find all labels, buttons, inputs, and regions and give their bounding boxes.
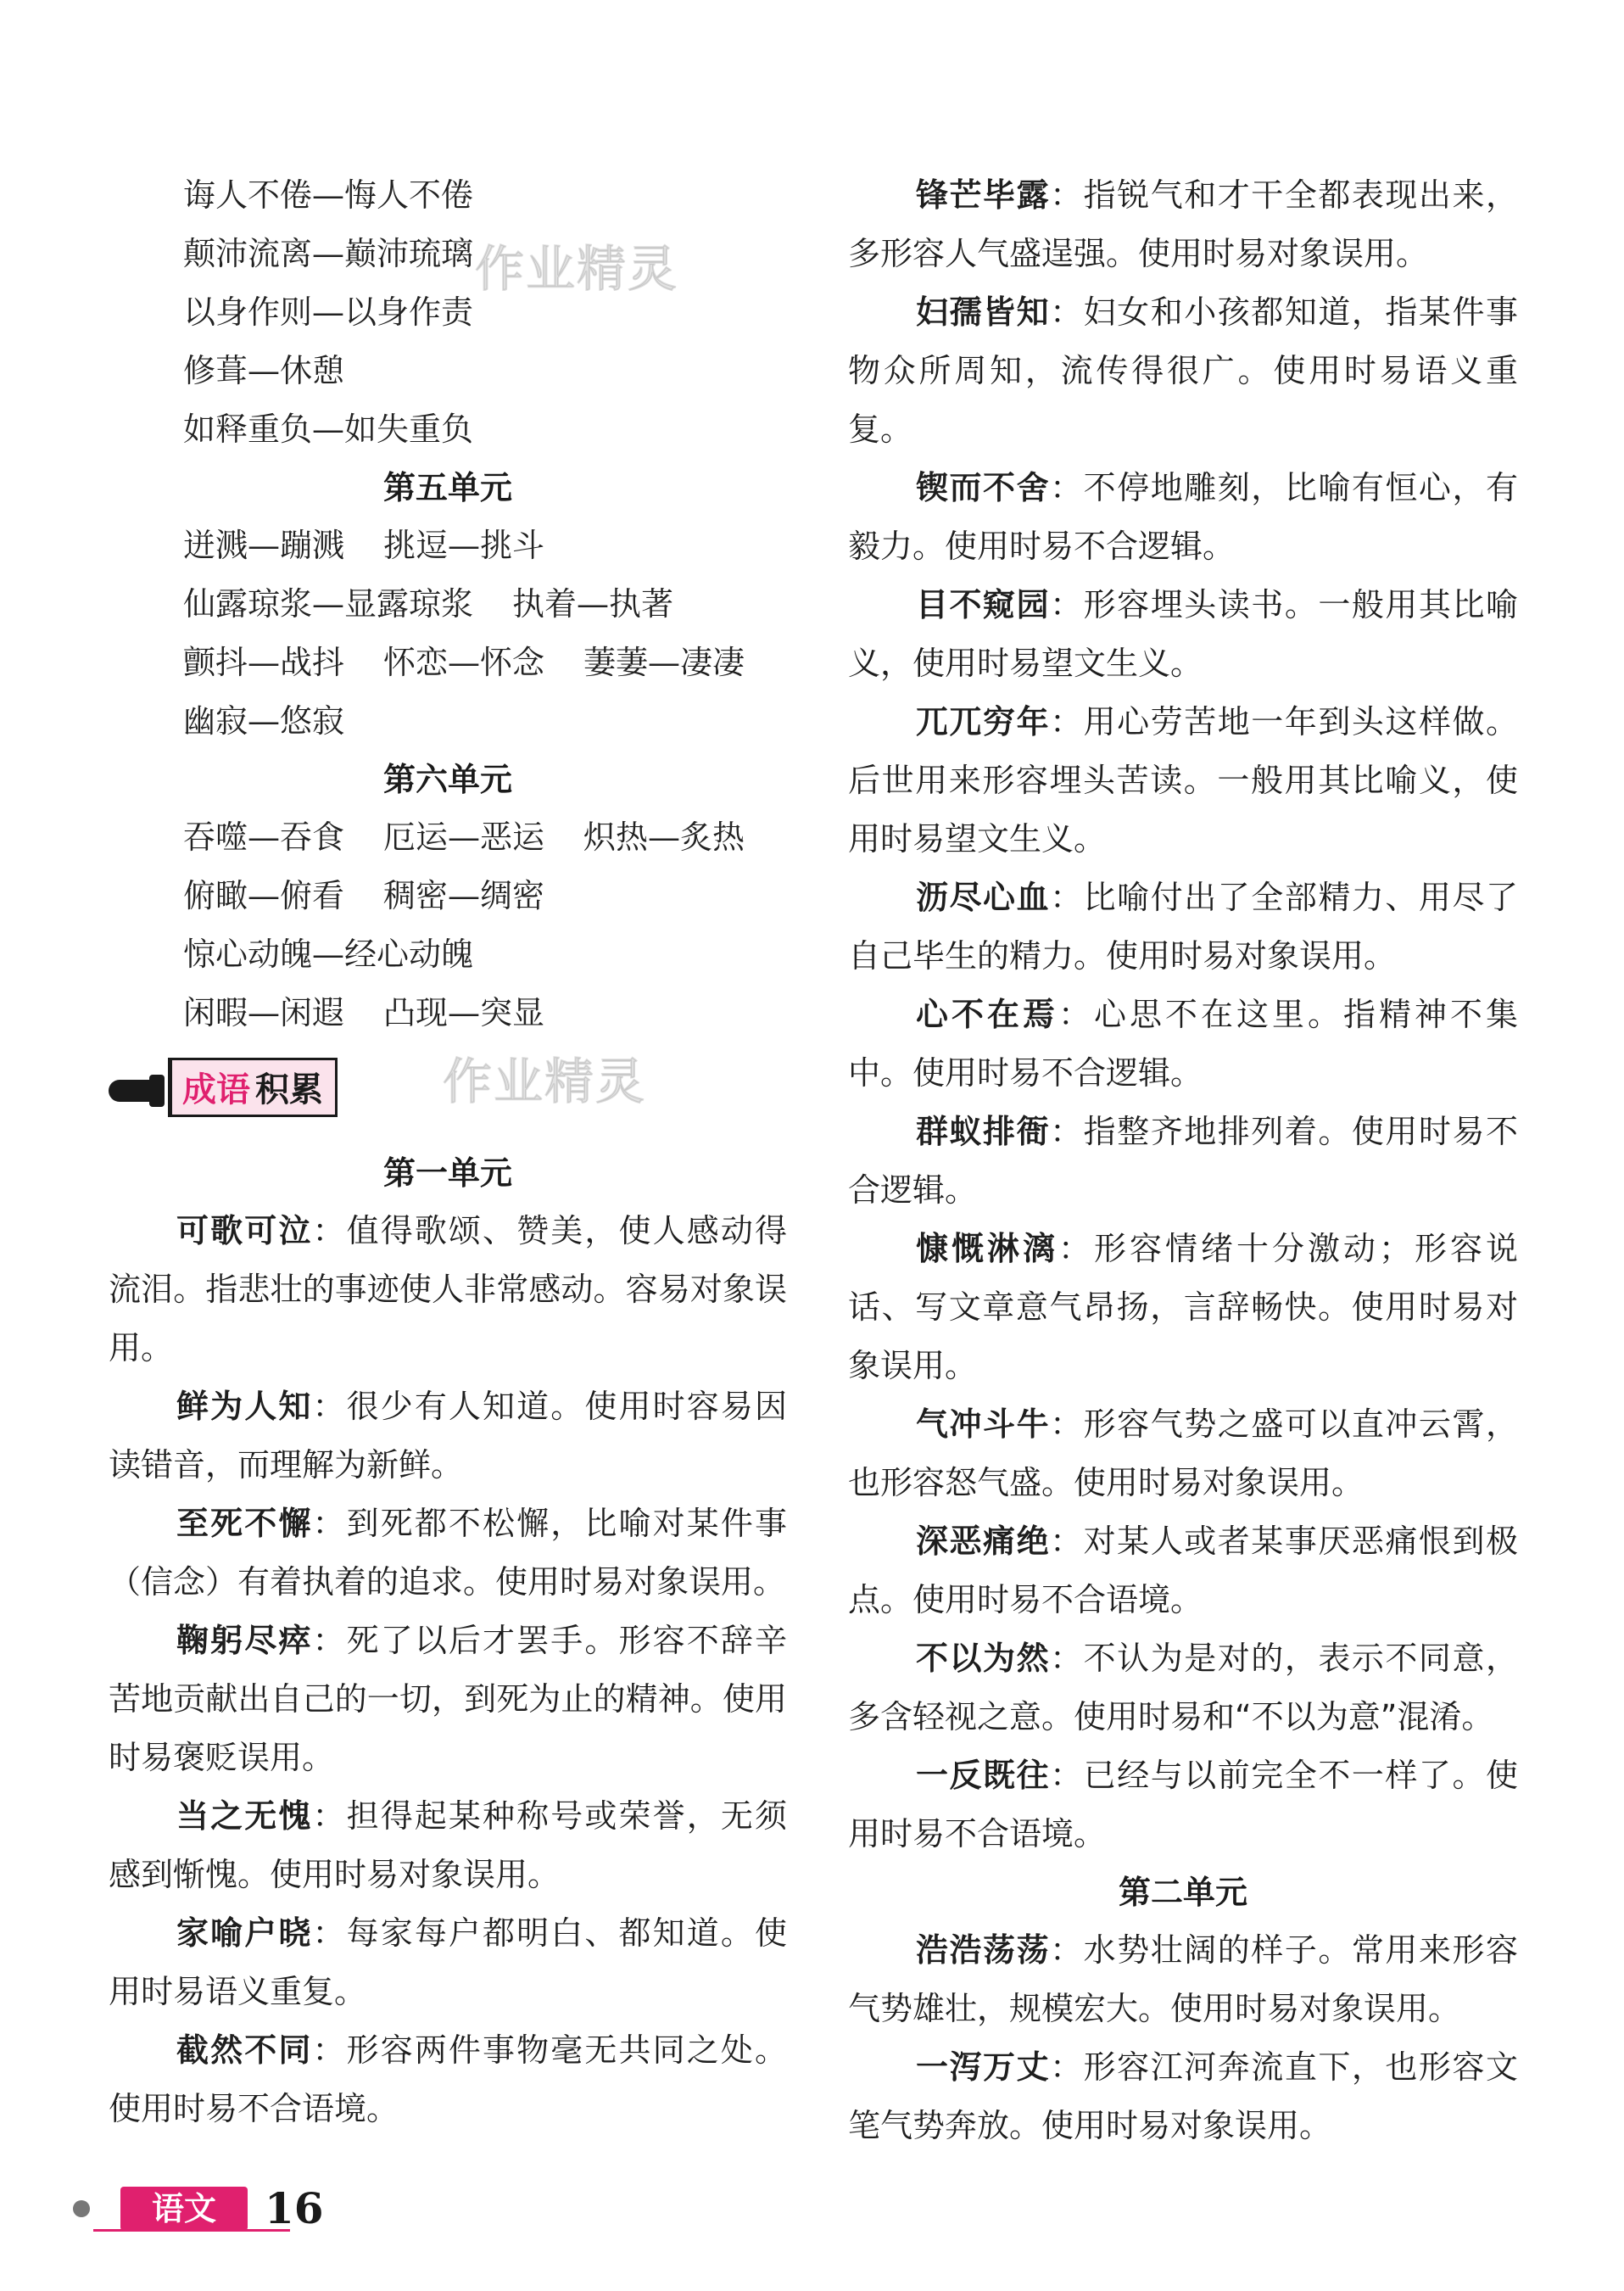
idiom-entry (109, 1612, 787, 1787)
idiom-definition: ：每家每户都明白、都知道。使用时易语义重复。 (109, 1914, 787, 2010)
idiom-term: 至死不懈 (176, 1505, 313, 1542)
idiom-entry (848, 166, 1518, 283)
word-pair-line (109, 225, 787, 283)
word-pair: 厄运—恶运 (383, 819, 545, 856)
section-title-part1: 成语 (182, 1070, 250, 1109)
idiom-definition: ：形容情绪十分激动；形容说话、写文章意气昂扬，言辞畅快。使用时易对象误用。 (848, 1230, 1518, 1384)
word-pair-line (109, 984, 787, 1042)
idiom-term: 群蚁排衙 (916, 1113, 1051, 1150)
bullet-dot-icon (73, 2200, 90, 2217)
idiom-entry (848, 576, 1518, 693)
word-pair: 惊心动魄—经心动魄 (183, 936, 474, 973)
word-pair: 闲暇—闲遐 (183, 994, 345, 1031)
word-pair: 迸溅—蹦溅 (183, 527, 345, 564)
idiom-definition: ：用心劳苦地一年到头这样做。后世用来形容埋头苦读。一般用其比喻义，使用时易望文生义。 (848, 703, 1518, 858)
right-column (848, 166, 1518, 2155)
word-pair-line (109, 634, 787, 692)
word-pair-line (109, 283, 787, 342)
word-pair: 以身作则—以身作责 (183, 293, 474, 331)
unit-heading: 第六单元 (382, 761, 512, 798)
word-pair-line (109, 867, 787, 925)
watermark: 作业精灵 (475, 240, 679, 298)
word-pair-line (109, 517, 787, 575)
idiom-entry (848, 1512, 1518, 1629)
word-pair-line (109, 166, 787, 225)
pointing-hand-icon (109, 1080, 159, 1102)
idiom-definition: ：指锐气和才干全都表现出来，多形容人气盛逞强。使用时易对象误用。 (848, 176, 1518, 272)
subject-badge: 语文 (120, 2187, 248, 2231)
page-footer (73, 2182, 378, 2236)
idiom-term: 兀兀穷年 (916, 703, 1051, 740)
idiom-definition: ：到死都不松懈，比喻对某件事（信念）有着执着的追求。使用时易对象误用。 (109, 1505, 787, 1601)
idiom-term: 妇孺皆知 (916, 293, 1051, 331)
idiom-entry (848, 693, 1518, 869)
idiom-definition: ：不认为是对的，表示不同意，多含轻视之意。使用时易和“不以为意”混淆。 (848, 1640, 1518, 1735)
idiom-term: 鞠躬尽瘁 (176, 1622, 313, 1659)
word-pair-line (109, 342, 787, 400)
idiom-list (109, 1202, 787, 2138)
idiom-term: 可歌可泣 (176, 1212, 313, 1249)
word-pair: 稠密—绸密 (383, 877, 545, 914)
word-pair: 凸现—突显 (383, 994, 545, 1031)
idiom-list (848, 166, 1518, 1864)
idiom-term: 当之无愧 (176, 1797, 313, 1835)
idiom-definition: ：指整齐地排列着。使用时易不合逻辑。 (848, 1113, 1518, 1209)
word-pair: 颤抖—战抖 (183, 644, 345, 681)
idiom-entry (109, 2021, 787, 2138)
watermark: 作业精灵 (443, 1053, 647, 1110)
idiom-term: 一反既往 (916, 1757, 1051, 1794)
word-pair-list (109, 517, 787, 751)
idiom-definition: ：比喻付出了全部精力、用尽了自己毕生的精力。使用时易对象误用。 (848, 879, 1518, 975)
word-pair: 幽寂—悠寂 (183, 702, 345, 740)
idiom-definition: ：形容埋头读书。一般用其比喻义，使用时易望文生义。 (848, 586, 1518, 682)
word-pair: 诲人不倦—悔人不倦 (183, 176, 474, 214)
idiom-definition: ：担得起某种称号或荣誉，无须感到惭愧。使用时易对象误用。 (109, 1797, 787, 1893)
idiom-entry (848, 283, 1518, 459)
idiom-entry (848, 1746, 1518, 1864)
idiom-definition: ：形容江河奔流直下，也形容文笔气势奔放。使用时易对象误用。 (848, 2048, 1518, 2144)
idiom-term: 不以为然 (916, 1640, 1051, 1677)
section-title (168, 1058, 338, 1117)
word-pair: 俯瞰—俯看 (183, 877, 345, 914)
idiom-term: 目不窥园 (916, 586, 1051, 623)
word-pair: 如释重负—如失重负 (183, 411, 474, 448)
idiom-entry (848, 869, 1518, 986)
word-pair: 修葺—休憩 (183, 352, 345, 389)
idiom-term: 锲而不舍 (916, 469, 1051, 506)
idiom-term: 鲜为人知 (176, 1388, 313, 1425)
idiom-entry (109, 1787, 787, 1904)
idiom-term: 锋芒毕露 (916, 176, 1051, 214)
idiom-definition: ：形容气势之盛可以直冲云霄，也形容怒气盛。使用时易对象误用。 (848, 1405, 1518, 1501)
word-pair: 萋萋—凄凄 (583, 644, 745, 681)
word-pair: 颠沛流离—巅沛琉璃 (183, 235, 474, 272)
idiom-section-banner (109, 1048, 787, 1141)
idiom-term: 截然不同 (176, 2031, 313, 2069)
idiom-term: 深恶痛绝 (916, 1523, 1051, 1560)
word-pair: 吞噬—吞食 (183, 819, 345, 856)
word-pair: 炽热—炙热 (583, 819, 745, 856)
unit-heading: 第二单元 (1118, 1874, 1247, 1911)
idiom-definition: ：对某人或者某事厌恶痛恨到极点。使用时易不合语境。 (848, 1523, 1518, 1618)
idiom-definition: ：妇女和小孩都知道，指某件事物众所周知，流传得很广。使用时易语义重复。 (848, 293, 1518, 448)
idiom-entry (109, 1904, 787, 2021)
idiom-definition: ：已经与以前完全不一样了。使用时易不合语境。 (848, 1757, 1518, 1852)
idiom-entry (848, 1103, 1518, 1220)
idiom-term: 一泻万丈 (916, 2048, 1051, 2086)
idiom-list (848, 1921, 1518, 2155)
idiom-definition: ：水势壮阔的样子。常用来形容气势雄壮，规模宏大。使用时易对象误用。 (848, 1931, 1518, 2027)
idiom-entry (848, 986, 1518, 1103)
unit-heading: 第一单元 (382, 1154, 512, 1192)
idiom-term: 沥尽心血 (916, 879, 1051, 916)
word-pair-list (109, 166, 787, 459)
unit-heading: 第五单元 (382, 469, 512, 506)
word-pair-line (109, 808, 787, 867)
word-pair-list (109, 808, 787, 1042)
idiom-entry (848, 459, 1518, 576)
word-pair: 执着—执著 (512, 585, 674, 623)
idiom-term: 气冲斗牛 (916, 1405, 1051, 1443)
idiom-definition: ：心思不在这里。指精神不集中。使用时易不合逻辑。 (848, 996, 1518, 1092)
idiom-entry (848, 1921, 1518, 2038)
page-number: 16 (265, 2183, 324, 2233)
idiom-entry (109, 1202, 787, 1377)
idiom-definition: ：不停地雕刻，比喻有恒心，有毅力。使用时易不合逻辑。 (848, 469, 1518, 565)
idiom-entry (848, 1395, 1518, 1512)
word-pair-line (109, 575, 787, 634)
idiom-term: 慷慨淋漓 (916, 1230, 1058, 1267)
idiom-term: 心不在焉 (916, 996, 1058, 1033)
idiom-term: 浩浩荡荡 (916, 1931, 1051, 1969)
word-pair-line (109, 400, 787, 459)
idiom-entry (109, 1377, 787, 1495)
idiom-definition: ：很少有人知道。使用时容易因读错音，而理解为新鲜。 (109, 1388, 787, 1484)
word-pair: 仙露琼浆—显露琼浆 (183, 585, 474, 623)
word-pair-line (109, 925, 787, 984)
idiom-definition: ：死了以后才罢手。形容不辞辛苦地贡献出自己的一切，到死为止的精神。使用时易褒贬误用。 (109, 1622, 787, 1776)
word-pair-line (109, 692, 787, 751)
idiom-definition: ：形容两件事物毫无共同之处。使用时易不合语境。 (109, 2031, 787, 2127)
idiom-entry (848, 2038, 1518, 2155)
idiom-entry (848, 1629, 1518, 1746)
idiom-term: 家喻户晓 (176, 1914, 313, 1952)
word-pair: 怀恋—怀念 (383, 644, 545, 681)
section-title-part2: 积累 (255, 1070, 323, 1109)
idiom-entry (109, 1495, 787, 1612)
idiom-entry (848, 1220, 1518, 1395)
idiom-definition: ：值得歌颂、赞美，使人感动得流泪。指悲壮的事迹使人非常感动。容易对象误用。 (109, 1212, 787, 1366)
left-column (109, 166, 787, 2138)
word-pair: 挑逗—挑斗 (383, 527, 545, 564)
